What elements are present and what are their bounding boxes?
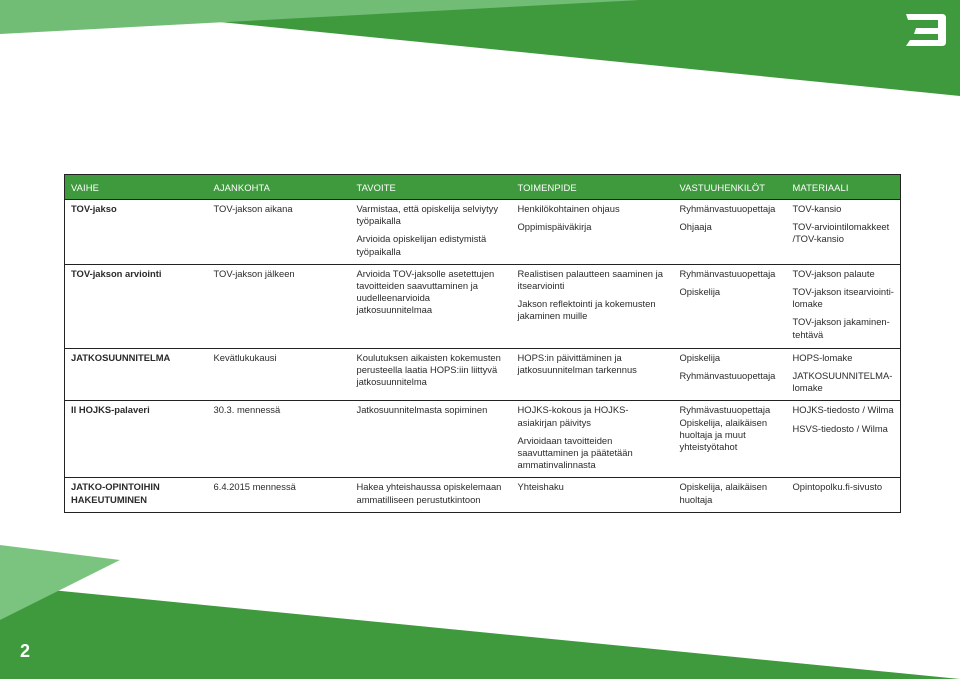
cell-text: Koulutuksen aikaisten kokemusten perusteella laatia HOPS:iin liittyvä jatkosuunnitelma [356, 351, 501, 388]
cell-vastuu [674, 478, 787, 512]
cell-text: HSVS-tiedosto / Wilma [792, 422, 888, 434]
table-row [65, 264, 901, 348]
header-vastuuhenkilot: VASTUUHENKILÖT [674, 175, 787, 200]
cell-text: JATKOSUUNNITELMA [71, 351, 171, 363]
brand-logo-icon [900, 10, 948, 50]
cell-text: 6.4.2015 mennessä [213, 481, 296, 493]
cell-materiaali [787, 264, 901, 348]
cell-text: HOPS-lomake [792, 351, 853, 363]
cell-text: TOV-jakson palaute [792, 267, 875, 279]
page-number: 2 [20, 641, 31, 661]
cell-vastuu [674, 264, 787, 348]
cell-text: Opintopolku.fi-sivusto [792, 481, 883, 493]
cell-text: TOV-jakson arviointi [71, 267, 162, 279]
cell-vastuu [674, 200, 787, 265]
cell-text: Arvioida TOV-jaksolle asetettujen tavoitteiden saavuttaminen ja uudelleenarvioida jatkosuunnitelmaa [356, 267, 495, 316]
cell-text: Arvioida opiskelijan edistymistä työpaikalla [356, 233, 487, 257]
cell-tavoite [351, 200, 512, 265]
cell-text: Ryhmänvastuuopettaja [679, 203, 776, 214]
cell-tavoite [351, 264, 512, 348]
cell-text: Kevätlukukausi [213, 351, 277, 363]
table-header-row [65, 175, 901, 200]
cell-text: Ryhmänvastuuopettaja [679, 370, 776, 382]
cell-text: TOV-jakson jälkeen [213, 267, 295, 279]
cell-text: Jatkosuunnitelmasta sopiminen [356, 404, 488, 416]
cell-text: JATKOSUUNNITELMA-lomake [792, 370, 893, 394]
cell-vastuu [674, 348, 787, 401]
cell-ajankohta [208, 478, 351, 512]
cell-toimenpide [512, 348, 674, 401]
cell-text: HOPS:in päivittäminen ja jatkosuunnitelman tarkennus [517, 351, 637, 376]
bottom-green-band [0, 585, 960, 679]
cell-toimenpide [512, 401, 674, 478]
cell-vaihe [65, 264, 208, 348]
cell-text: TOV-jakson aikana [213, 203, 293, 214]
cell-text: TOV-jakso [71, 203, 117, 214]
cell-text: Yhteishaku [517, 481, 564, 493]
cell-vaihe [65, 348, 208, 401]
cell-text: HOJKS-tiedosto / Wilma [792, 404, 894, 416]
cell-text: JATKO-OPINTOIHIN HAKEUTUMINEN [71, 481, 160, 505]
cell-text: Opiskelija, alaikäisen huoltaja [679, 481, 768, 505]
cell-text: TOV-arviointilomakkeet /TOV-kansio [792, 221, 890, 245]
cell-ajankohta [208, 348, 351, 401]
cell-text: II HOJKS-palaveri [71, 404, 150, 416]
cell-text: TOV-jakson itsearviointi-lomake [792, 286, 894, 310]
cell-text: Realistisen palautteen saaminen ja itsearviointi [517, 267, 663, 292]
cell-ajankohta [208, 401, 351, 478]
cell-materiaali [787, 401, 901, 478]
header-toimenpide: TOIMENPIDE [512, 175, 674, 200]
cell-tavoite [351, 348, 512, 401]
cell-text: HOJKS-kokous ja HOJKS-asiakirjan päivitys [517, 404, 629, 428]
cell-text: TOV-jakson jakaminen-tehtävä [792, 316, 890, 340]
plan-table [64, 174, 901, 513]
cell-toimenpide [512, 264, 674, 348]
cell-text: Ryhmänvastuuopettaja [679, 267, 776, 279]
cell-text: Henkilökohtainen ohjaus [517, 203, 620, 214]
cell-materiaali [787, 478, 901, 512]
table-row [65, 401, 901, 478]
cell-text: Ryhmävastuuopettaja Opiskelija, alaikäisen huoltaja ja muut yhteistyötahot [679, 404, 771, 453]
cell-toimenpide [512, 200, 674, 265]
header-vaihe: VAIHE [65, 175, 208, 200]
cell-vaihe [65, 401, 208, 478]
table-row [65, 478, 901, 512]
cell-text: 30.3. mennessä [213, 404, 281, 416]
cell-ajankohta [208, 264, 351, 348]
cell-vastuu [674, 401, 787, 478]
table-row [65, 200, 901, 265]
cell-text: Ohjaaja [679, 221, 712, 233]
cell-toimenpide [512, 478, 674, 512]
cell-text: Varmistaa, että opiskelija selviytyy työpaikalla [356, 203, 499, 227]
cell-vaihe [65, 200, 208, 265]
cell-materiaali [787, 348, 901, 401]
cell-text: Hakea yhteishaussa opiskelemaan ammatilliseen perustutkintoon [356, 481, 502, 505]
cell-vaihe [65, 478, 208, 512]
cell-ajankohta [208, 200, 351, 265]
cell-materiaali [787, 200, 901, 265]
cell-text: Oppimispäiväkirja [517, 221, 592, 233]
cell-text: Opiskelija [679, 351, 721, 363]
cell-text: Opiskelija [679, 286, 721, 298]
table-row [65, 348, 901, 401]
cell-text: TOV-kansio [792, 203, 842, 214]
cell-tavoite [351, 478, 512, 512]
cell-tavoite [351, 401, 512, 478]
cell-text: Jakson reflektointi ja kokemusten jakaminen muille [517, 298, 656, 322]
header-ajankohta: AJANKOHTA [208, 175, 351, 200]
header-materiaali: MATERIAALI [787, 175, 901, 200]
cell-text: Arvioidaan tavoitteiden saavuttaminen ja päätetään ammatinvalinnasta [517, 434, 633, 471]
header-tavoite: TAVOITE [351, 175, 512, 200]
